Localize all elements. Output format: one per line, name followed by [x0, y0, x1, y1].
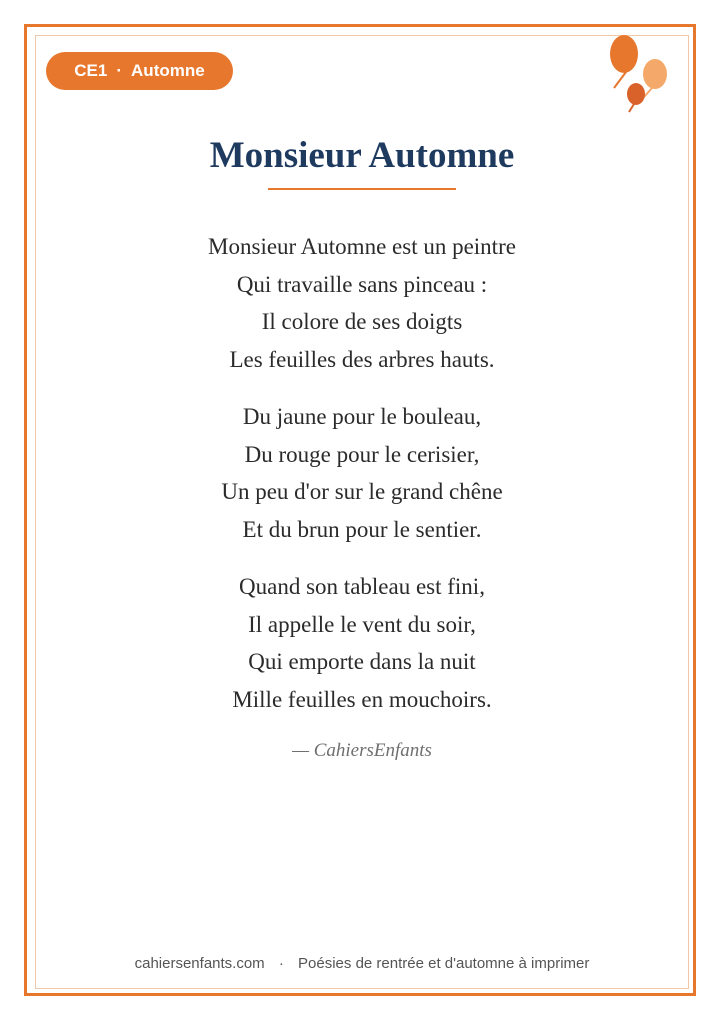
poem-line: Il colore de ses doigts	[261, 309, 463, 334]
stanza-3	[0, 568, 724, 718]
poem-line: Qui travaille sans pinceau :	[236, 271, 488, 297]
autumn-leaves-icon	[600, 34, 680, 116]
poem-line: Quand son tableau est fini,	[239, 574, 485, 599]
badge-level: CE1	[74, 61, 108, 80]
footer-site-link[interactable]: cahiersenfants.com	[134, 955, 265, 972]
poem-line: Du jaune pour le bouleau,	[242, 404, 482, 429]
poem-line: Monsieur Automne est un peintre	[208, 234, 516, 259]
poem-title: Monsieur Automne	[209, 135, 515, 176]
leaf-small	[627, 83, 645, 112]
title-underline	[268, 188, 456, 190]
leaf-large	[610, 35, 638, 88]
footer-separator: ·	[278, 955, 284, 972]
leaf-light	[643, 59, 667, 97]
poem-line: Qui emporte dans la nuit	[248, 649, 476, 674]
poem-line: Et du brun pour le sentier.	[242, 516, 482, 542]
poem-body	[0, 228, 724, 738]
poem-line: Il appelle le vent du soir,	[248, 611, 476, 637]
badge-theme: Automne	[131, 61, 205, 80]
level-theme-badge	[46, 52, 233, 90]
poem-line: Du rouge pour le cerisier,	[244, 441, 480, 467]
footer-description: Poésies de rentrée et d'automne à imprimer	[298, 955, 590, 972]
poem-line: Les feuilles des arbres hauts.	[229, 346, 495, 372]
badge-separator: ·	[116, 61, 123, 80]
stanza-2	[0, 398, 724, 548]
poem-author: — CahiersEnfants	[292, 740, 432, 761]
stanza-1	[0, 228, 724, 378]
poem-line: Mille feuilles en mouchoirs.	[232, 686, 492, 712]
poem-line: Un peu d'or sur le grand chêne	[221, 479, 503, 504]
page-footer	[0, 955, 724, 972]
